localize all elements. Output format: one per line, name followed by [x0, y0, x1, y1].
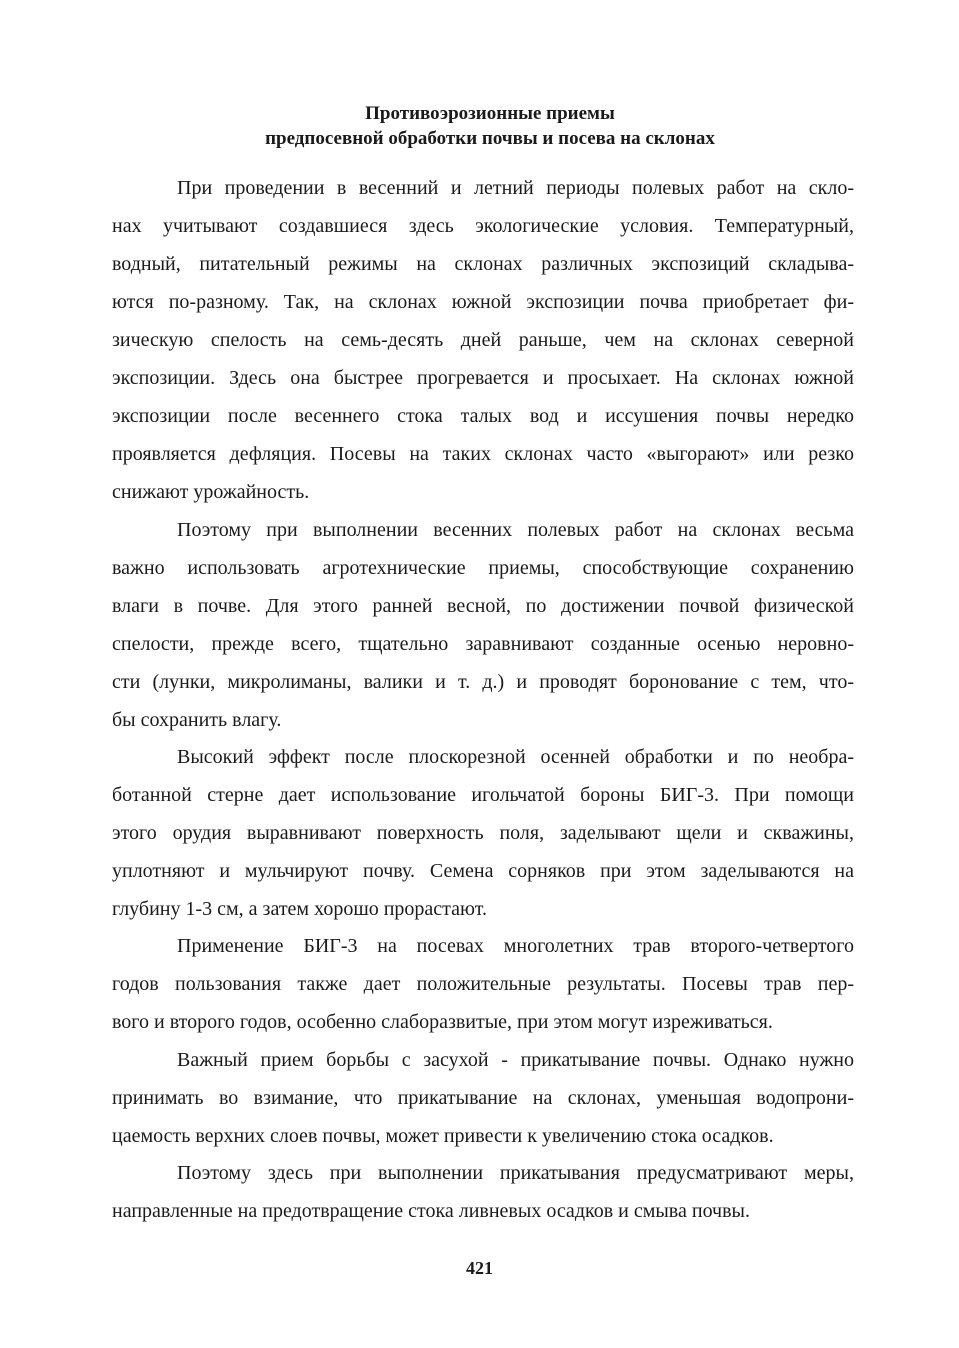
paragraph-5-line: Важный прием борьбы с засухой - прикатывание почвы. Однако нужно [177, 1049, 854, 1071]
paragraph-1-line: экспозиции после весеннего стока талых вод и иссушения почвы нередко [112, 405, 854, 427]
paragraph-1-line: ются по-разному. Так, на склонах южной экспозиции почва приобретает фи- [112, 291, 854, 313]
paragraph-2-line: влаги в почве. Для этого ранней весной, по достижении почвой физической [112, 595, 854, 617]
paragraph-2-line: Поэтому при выполнении весенних полевых работ на склонах весьма [177, 519, 854, 541]
paragraph-2-line: сти (лунки, микролиманы, валики и т. д.) и проводят боронование с тем, что- [112, 671, 854, 693]
paragraph-3-line: глубину 1-3 см, а затем хорошо прорастают. [112, 898, 487, 920]
paragraph-1-line: экспозиции. Здесь она быстрее прогревается и просыхает. На склонах южной [112, 367, 854, 389]
paragraph-3-line: уплотняют и мульчируют почву. Семена сорняков при этом заделываются на [112, 860, 854, 882]
paragraph-2-line: важно использовать агротехнические приемы, способствующие сохранению [112, 557, 854, 579]
paragraph-2-line: спелости, прежде всего, тщательно заравнивают созданные осенью неровно- [112, 633, 854, 655]
paragraph-1-line: водный, питательный режимы на склонах различных экспозиций складыва- [112, 253, 854, 275]
paragraph-1-line: снижают урожайность. [112, 481, 310, 503]
paragraph-6-line: Поэтому здесь при выполнении прикатывания предусматривают меры, [177, 1162, 854, 1184]
paragraph-3-line: ботанной стерне дает использование игольчатой бороны БИГ-3. При помощи [112, 784, 854, 806]
paragraph-1-line: зическую спелость на семь-десять дней раньше, чем на склонах северной [112, 329, 854, 351]
paragraph-5-line: принимать во взимание, что прикатывание на склонах, уменьшая водопрони- [112, 1087, 854, 1109]
paragraph-3-line: этого орудия выравнивают поверхность поля, заделывают щели и скважины, [112, 822, 854, 844]
paragraph-6-line: направленные на предотвращение стока ливневых осадков и смыва почвы. [112, 1200, 750, 1222]
paragraph-4-line: Применение БИГ-3 на посевах многолетних трав второго-четвертого [177, 935, 854, 957]
paragraph-5-line: цаемость верхних слоев почвы, может привести к увеличению стока осадков. [112, 1125, 774, 1147]
paragraph-4-line: годов пользования также дает положительные результаты. Посевы трав пер- [112, 973, 854, 995]
paragraph-3-line: Высокий эффект после плоскорезной осенней обработки и по необра- [177, 746, 854, 768]
paragraph-1-line: нах учитывают создавшиеся здесь экологические условия. Температурный, [112, 215, 854, 237]
section-title-line-2: предпосевной обработки почвы и посева на склонах [265, 128, 715, 149]
paragraph-2-line: бы сохранить влагу. [112, 709, 282, 731]
page-number: 421 [466, 1258, 493, 1278]
section-title-line-1: Противоэрозионные приемы [365, 103, 615, 124]
paragraph-1-line: проявляется дефляция. Посевы на таких склонах часто «выгорают» или резко [112, 443, 854, 465]
paragraph-4-line: вого и второго годов, особенно слаборазвитые, при этом могут изреживаться. [112, 1011, 773, 1033]
paragraph-1-line: При проведении в весенний и летний периоды полевых работ на скло- [177, 177, 854, 199]
